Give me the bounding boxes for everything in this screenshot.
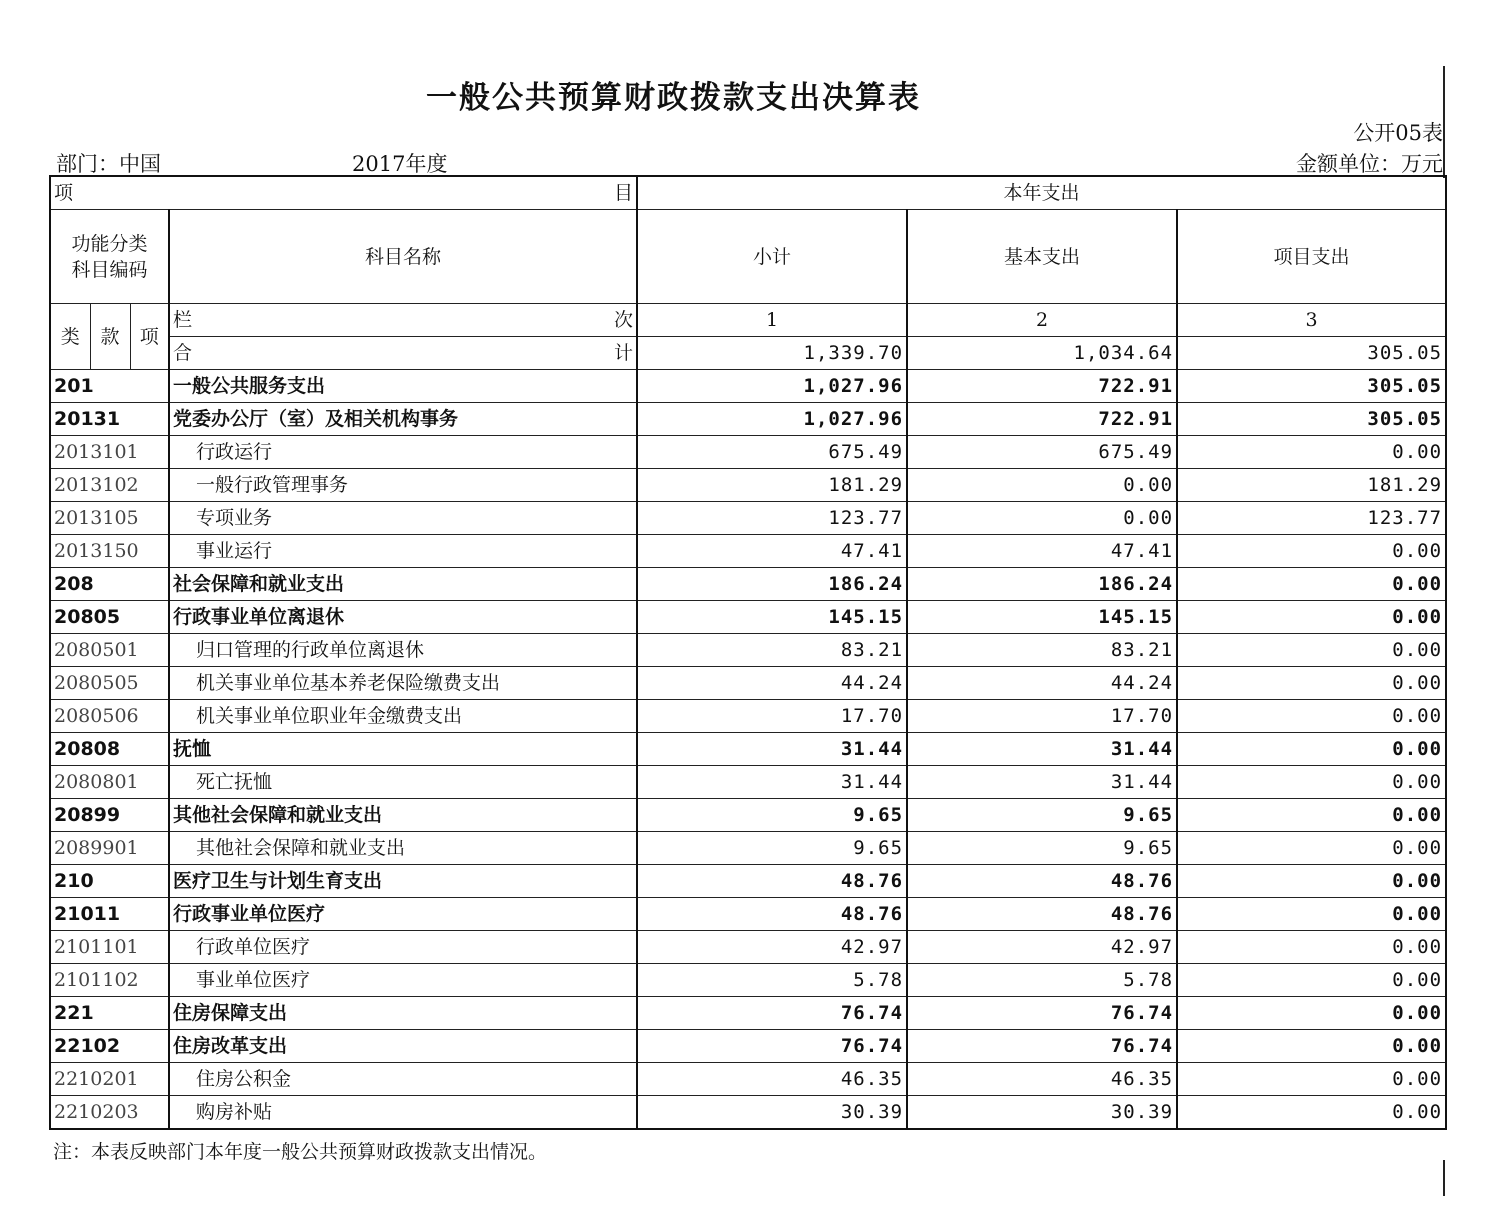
row-basic: 31.44: [907, 733, 1177, 766]
row-project: 0.00: [1177, 535, 1446, 568]
row-basic: 9.65: [907, 832, 1177, 865]
row-subtotal: 145.15: [637, 601, 907, 634]
row-subject-name: 行政单位医疗: [169, 931, 637, 964]
table-row: [50, 1063, 1446, 1096]
row-subtotal: 31.44: [637, 733, 907, 766]
row-project: 0.00: [1177, 1063, 1446, 1096]
report-title: 一般公共预算财政拨款支出决算表: [426, 80, 921, 116]
row-code: 2080801: [50, 766, 169, 799]
row-project: 0.00: [1177, 898, 1446, 931]
row-subject-name: 医疗卫生与计划生育支出: [169, 865, 637, 898]
row-subtotal: 1,027.96: [637, 403, 907, 436]
department-label: 部门：中国: [56, 152, 161, 176]
subtotal-header: 小计: [637, 210, 907, 304]
row-basic: 722.91: [907, 370, 1177, 403]
row-subject-name: 购房补贴: [169, 1096, 637, 1130]
row-subtotal: 9.65: [637, 799, 907, 832]
row-code: 2080506: [50, 700, 169, 733]
column-number-2: 2: [907, 304, 1177, 337]
row-code: 20131: [50, 403, 169, 436]
table-row: [50, 1030, 1446, 1063]
row-project: 0.00: [1177, 1096, 1446, 1130]
table-row: [50, 832, 1446, 865]
row-code: 2080501: [50, 634, 169, 667]
row-subject-name: 事业单位医疗: [169, 964, 637, 997]
row-basic: 0.00: [907, 502, 1177, 535]
row-basic: 83.21: [907, 634, 1177, 667]
table-row: [50, 601, 1446, 634]
row-subtotal: 31.44: [637, 766, 907, 799]
row-basic: 145.15: [907, 601, 1177, 634]
row-code: 2013105: [50, 502, 169, 535]
table-row: [50, 502, 1446, 535]
row-subject-name: 住房公积金: [169, 1063, 637, 1096]
column-index-label: 栏 次: [169, 304, 637, 337]
row-code: 20808: [50, 733, 169, 766]
header-row-1: [50, 176, 1446, 210]
row-code: 2013101: [50, 436, 169, 469]
row-subtotal: 181.29: [637, 469, 907, 502]
footnote: 注：本表反映部门本年度一般公共预算财政拨款支出情况。: [53, 1141, 548, 1163]
row-code: 2210201: [50, 1063, 169, 1096]
table-row: [50, 568, 1446, 601]
row-subject-name: 其他社会保障和就业支出: [169, 799, 637, 832]
row-subject-name: 党委办公厅（室）及相关机构事务: [169, 403, 637, 436]
row-code: 20805: [50, 601, 169, 634]
row-basic: 42.97: [907, 931, 1177, 964]
row-code: 2210203: [50, 1096, 169, 1130]
row-project: 0.00: [1177, 568, 1446, 601]
row-subtotal: 47.41: [637, 535, 907, 568]
row-code: 21011: [50, 898, 169, 931]
row-project: 0.00: [1177, 733, 1446, 766]
row-subject-name: 住房改革支出: [169, 1030, 637, 1063]
row-code: 2013150: [50, 535, 169, 568]
table-row: [50, 733, 1446, 766]
basic-expense-header: 基本支出: [907, 210, 1177, 304]
table-row: [50, 403, 1446, 436]
row-subject-name: 行政事业单位医疗: [169, 898, 637, 931]
row-code: 221: [50, 997, 169, 1030]
table-row: [50, 667, 1446, 700]
table-row: [50, 766, 1446, 799]
row-subject-name: 专项业务: [169, 502, 637, 535]
total-basic: 1,034.64: [907, 337, 1177, 370]
row-project: 0.00: [1177, 667, 1446, 700]
row-basic: 0.00: [907, 469, 1177, 502]
row-code: 201: [50, 370, 169, 403]
row-basic: 30.39: [907, 1096, 1177, 1130]
row-subject-name: 住房保障支出: [169, 997, 637, 1030]
row-subtotal: 5.78: [637, 964, 907, 997]
row-subtotal: 46.35: [637, 1063, 907, 1096]
fiscal-year: 2017年度: [352, 152, 448, 176]
column-number-1: 1: [637, 304, 907, 337]
row-subject-name: 社会保障和就业支出: [169, 568, 637, 601]
row-code: 2101101: [50, 931, 169, 964]
table-row: [50, 700, 1446, 733]
total-label: 合 计: [169, 337, 637, 370]
row-project: 0.00: [1177, 964, 1446, 997]
row-project: 0.00: [1177, 436, 1446, 469]
current-year-header: 本年支出: [637, 176, 1446, 210]
row-subject-name: 机关事业单位职业年金缴费支出: [169, 700, 637, 733]
form-number: 公开05表: [1353, 121, 1443, 145]
column-number-3: 3: [1177, 304, 1446, 337]
table-row: [50, 436, 1446, 469]
row-subtotal: 48.76: [637, 898, 907, 931]
item-label: 项: [130, 304, 169, 370]
row-code: 20899: [50, 799, 169, 832]
row-basic: 31.44: [907, 766, 1177, 799]
row-project: 0.00: [1177, 601, 1446, 634]
row-project: 0.00: [1177, 700, 1446, 733]
row-code: 208: [50, 568, 169, 601]
row-subtotal: 17.70: [637, 700, 907, 733]
row-subject-name: 机关事业单位基本养老保险缴费支出: [169, 667, 637, 700]
item-header: 项 目: [50, 176, 637, 210]
table-row: [50, 898, 1446, 931]
row-subject-name: 抚恤: [169, 733, 637, 766]
row-basic: 44.24: [907, 667, 1177, 700]
row-subtotal: 76.74: [637, 997, 907, 1030]
row-subject-name: 归口管理的行政单位离退休: [169, 634, 637, 667]
row-subtotal: 42.97: [637, 931, 907, 964]
row-project: 0.00: [1177, 766, 1446, 799]
table-body: [50, 370, 1446, 1130]
margin-rule-top: [1443, 66, 1445, 178]
table-row: [50, 799, 1446, 832]
row-subtotal: 30.39: [637, 1096, 907, 1130]
row-subject-name: 一般行政管理事务: [169, 469, 637, 502]
header-row-2: [50, 210, 1446, 304]
table-row: [50, 964, 1446, 997]
column-number-row: [50, 304, 1446, 337]
row-subject-name: 行政事业单位离退休: [169, 601, 637, 634]
row-subtotal: 83.21: [637, 634, 907, 667]
amount-unit: 金额单位：万元: [1296, 152, 1443, 176]
table-row: [50, 535, 1446, 568]
row-project: 305.05: [1177, 403, 1446, 436]
row-project: 0.00: [1177, 1030, 1446, 1063]
row-basic: 47.41: [907, 535, 1177, 568]
section-label: 款: [90, 304, 130, 370]
row-basic: 76.74: [907, 1030, 1177, 1063]
row-project: 0.00: [1177, 634, 1446, 667]
row-code: 2089901: [50, 832, 169, 865]
total-project: 305.05: [1177, 337, 1446, 370]
row-subtotal: 123.77: [637, 502, 907, 535]
subject-name-header: 科目名称: [169, 210, 637, 304]
row-basic: 48.76: [907, 898, 1177, 931]
row-basic: 675.49: [907, 436, 1177, 469]
total-subtotal: 1,339.70: [637, 337, 907, 370]
row-subtotal: 9.65: [637, 832, 907, 865]
expenditure-table: [49, 175, 1447, 1130]
project-expense-header: 项目支出: [1177, 210, 1446, 304]
row-basic: 76.74: [907, 997, 1177, 1030]
row-subtotal: 48.76: [637, 865, 907, 898]
table-row: [50, 1096, 1446, 1130]
row-subtotal: 186.24: [637, 568, 907, 601]
table-row: [50, 469, 1446, 502]
row-basic: 722.91: [907, 403, 1177, 436]
row-project: 0.00: [1177, 865, 1446, 898]
row-project: 0.00: [1177, 931, 1446, 964]
row-code: 22102: [50, 1030, 169, 1063]
row-subject-name: 死亡抚恤: [169, 766, 637, 799]
row-code: 2013102: [50, 469, 169, 502]
row-project: 0.00: [1177, 997, 1446, 1030]
row-subtotal: 1,027.96: [637, 370, 907, 403]
row-basic: 46.35: [907, 1063, 1177, 1096]
row-subject-name: 事业运行: [169, 535, 637, 568]
row-basic: 9.65: [907, 799, 1177, 832]
row-subject-name: 行政运行: [169, 436, 637, 469]
row-project: 305.05: [1177, 370, 1446, 403]
row-subject-name: 其他社会保障和就业支出: [169, 832, 637, 865]
table-row: [50, 931, 1446, 964]
table-row: [50, 634, 1446, 667]
category-label: 类: [50, 304, 90, 370]
row-subtotal: 44.24: [637, 667, 907, 700]
row-basic: 17.70: [907, 700, 1177, 733]
row-project: 0.00: [1177, 832, 1446, 865]
row-subtotal: 76.74: [637, 1030, 907, 1063]
row-basic: 5.78: [907, 964, 1177, 997]
row-project: 123.77: [1177, 502, 1446, 535]
function-code-header: 功能分类 科目编码: [50, 210, 169, 304]
row-basic: 48.76: [907, 865, 1177, 898]
row-project: 0.00: [1177, 799, 1446, 832]
row-code: 2080505: [50, 667, 169, 700]
table-row: [50, 865, 1446, 898]
row-subject-name: 一般公共服务支出: [169, 370, 637, 403]
table-row: [50, 370, 1446, 403]
row-subtotal: 675.49: [637, 436, 907, 469]
row-project: 181.29: [1177, 469, 1446, 502]
row-basic: 186.24: [907, 568, 1177, 601]
row-code: 210: [50, 865, 169, 898]
row-code: 2101102: [50, 964, 169, 997]
total-row: [50, 337, 1446, 370]
margin-rule-bottom: [1443, 1160, 1445, 1196]
table-row: [50, 997, 1446, 1030]
